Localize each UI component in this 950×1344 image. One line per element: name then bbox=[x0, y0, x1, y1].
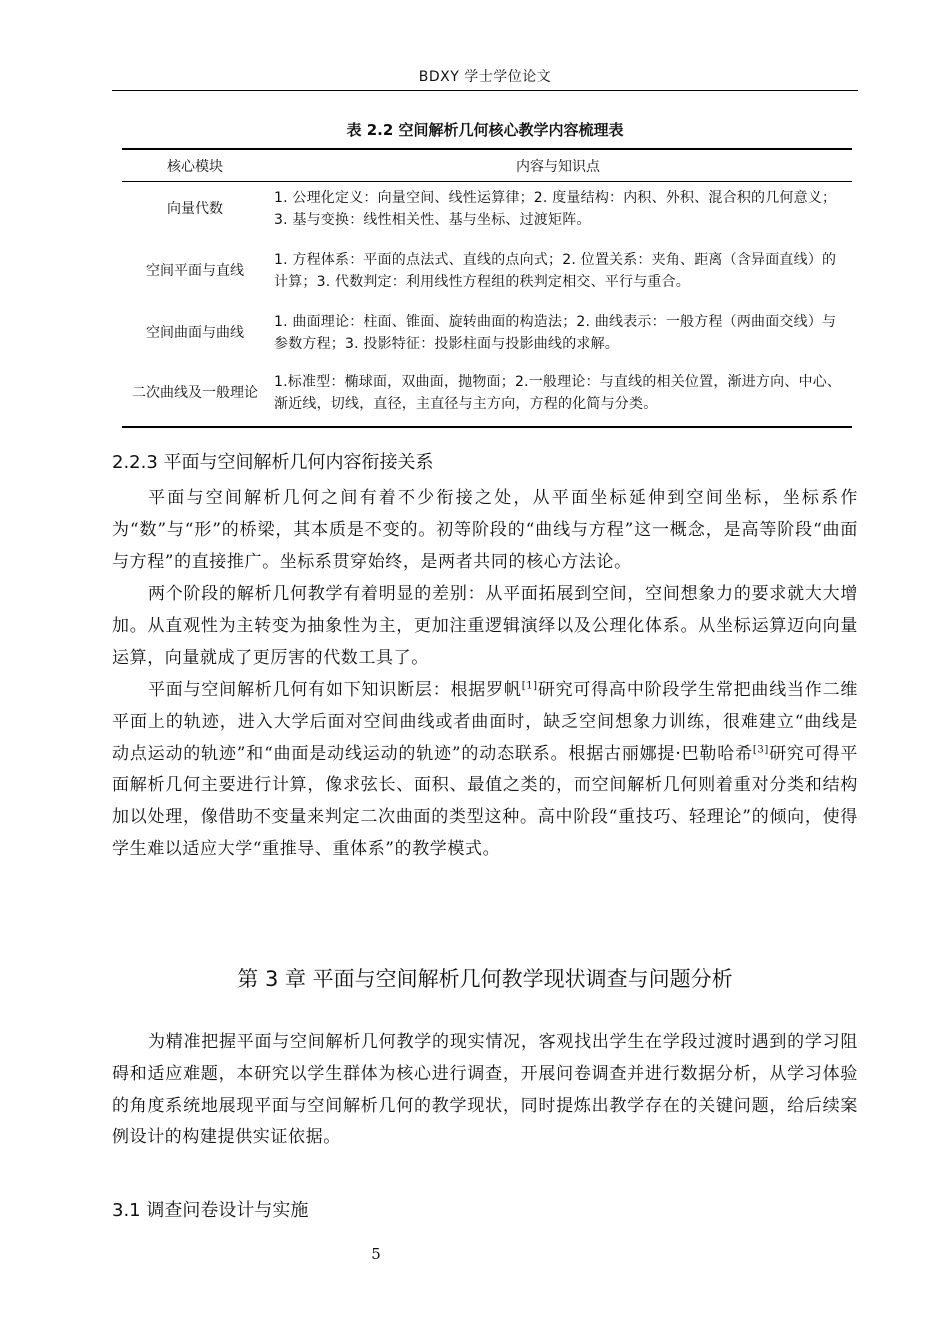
table-row bbox=[122, 236, 852, 306]
paragraph-3 bbox=[112, 675, 858, 866]
table-caption: 表 2.2 空间解析几何核心教学内容梳理表 bbox=[346, 121, 624, 139]
table-row bbox=[122, 306, 852, 360]
content-table bbox=[122, 148, 852, 428]
paragraph-1: 平面与空间解析几何之间有着不少衔接之处，从平面坐标延伸到空间坐标，坐标系作为“数”与“形”的桥梁，其本质是不变的。初等阶段的“曲线与方程”这一概念，是高等阶段“曲面与方程”的直接推广。坐标系贯穿始终，是两者共同的核心方法论。 bbox=[112, 488, 858, 572]
paragraph-3-part-1: 平面与空间解析几何有如下知识断层：根据罗帆 bbox=[148, 680, 522, 700]
paragraph-3-part-2: 研究可得高中阶段学生常把曲线当作二维平面上的轨迹，进入大学后面对空间曲线或者曲面时，缺乏空间想象力训练，很难建立“曲线是动点运动的轨迹”和“曲面是动线运动的轨迹”的动态联系。根据古丽娜提·巴勒哈希 bbox=[112, 680, 858, 764]
header-rule bbox=[112, 90, 858, 91]
paragraph-3-part-3: 研究可得平面解析几何主要进行计算，像求弦长、面积、最值之类的，而空间解析几何则着重对分类和结构加以处理，像借助不变量来判定二次曲面的类型这种。高中阶段“重技巧、轻理论”的倾向，使得学生难以适应大学“重推导、重体系”的教学模式。 bbox=[112, 743, 858, 859]
table-cell-module: 二次曲线及一般理论 bbox=[132, 385, 258, 401]
table-cell-content: 1.标准型：椭球面，双曲面，抛物面；2.一般理论：与直线的相关位置，渐进方向、中心、渐近线，切线，直径，主直径与主方向，方程的化简与分类。 bbox=[274, 374, 842, 412]
chapter-intro-paragraph: 为精准把握平面与空间解析几何教学的现实情况，客观找出学生在学段过渡时遇到的学习阻碍和适应难题，本研究以学生群体为核心进行调查，开展问卷调查并进行数据分析，从学习体验的角度系统地展现平面与空间解析几何的教学现状，同时提炼出教学存在的关键问题，给后续案例设计的构建提供实证依据。 bbox=[112, 1032, 858, 1148]
chapter-title: 第 3 章 平面与空间解析几何教学现状调查与问题分析 bbox=[237, 967, 733, 991]
table-header-row bbox=[122, 150, 852, 182]
section-heading-2-2-3: 2.2.3 平面与空间解析几何内容衔接关系 bbox=[112, 452, 434, 473]
paragraph-2: 两个阶段的解析几何教学有着明显的差别：从平面拓展到空间，空间想象力的要求就大大增加。从直观性为主转变为抽象性为主，更加注重逻辑演绎以及公理化体系。从坐标运算迈向向量运算，向量就成了更厉害的代数工具了。 bbox=[112, 584, 858, 668]
table-cell-module: 空间曲面与曲线 bbox=[146, 325, 244, 341]
table-cell-content: 1. 曲面理论：柱面、锥面、旋转曲面的构造法；2. 曲线表示：一般方程（两曲面交线）与参数方程；3. 投影特征：投影柱面与投影曲线的求解。 bbox=[274, 314, 837, 352]
table-row bbox=[122, 182, 852, 236]
table-header-content: 内容与知识点 bbox=[516, 158, 600, 175]
page-number: 5 bbox=[371, 1245, 381, 1263]
table-cell-module: 空间平面与直线 bbox=[146, 263, 244, 279]
section-heading-3-1: 3.1 调查问卷设计与实施 bbox=[112, 1200, 309, 1221]
citation-ref-1: [1] bbox=[521, 680, 538, 692]
table-cell-module: 向量代数 bbox=[167, 201, 223, 217]
running-header: BDXY 学士学位论文 bbox=[418, 69, 552, 85]
table-cell-content: 1. 公理化定义：向量空间、线性运算律；2. 度量结构：内积、外积、混合积的几何意义；3. 基与变换：线性相关性、基与坐标、过渡矩阵。 bbox=[274, 190, 837, 228]
citation-ref-3: [3] bbox=[752, 743, 769, 755]
table-cell-content: 1. 方程体系：平面的点法式、直线的点向式；2. 位置关系：夹角、距离（含异面直线）的计算；3. 代数判定：利用线性方程组的秩判定相交、平行与重合。 bbox=[274, 252, 837, 290]
table-header-module: 核心模块 bbox=[167, 158, 223, 175]
table-row bbox=[122, 360, 852, 426]
